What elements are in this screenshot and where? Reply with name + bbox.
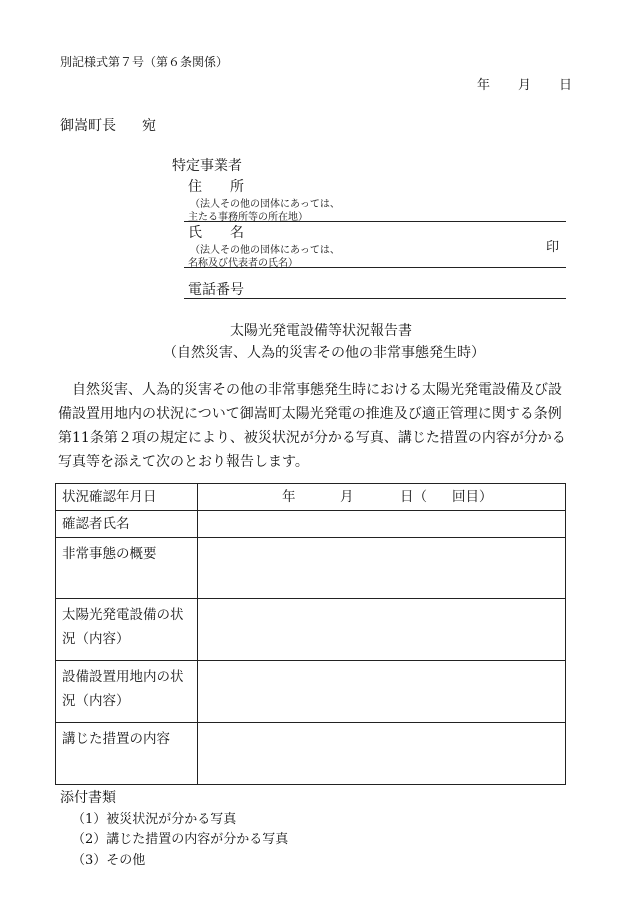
seal-mark: 印: [546, 240, 560, 255]
site-status-field[interactable]: [198, 661, 566, 723]
body-paragraph: 自然災害、人為的災害その他の非常事態発生時における太陽光発電設備及び設備設置用地内の状況について御嵩町太陽光発電の推進及び適正管理に関する条例第11条第２項の規定により、被災状況が分かる写真、講じた措置の内容が分かる写真等を添えて次のとおり報告します。: [58, 382, 566, 470]
table-row: [56, 723, 566, 785]
name-underline: [184, 267, 566, 268]
phone-underline: [184, 298, 566, 299]
address-note-1: （法人その他の団体にあっては、: [190, 199, 340, 210]
table-row: [56, 661, 566, 723]
solar-status-field[interactable]: [198, 599, 566, 661]
row-label-checker-name: 確認者氏名: [56, 511, 198, 538]
table-date-count: 回目）: [452, 489, 493, 505]
attachments-heading: 添付書類: [60, 790, 116, 806]
addressee-suffix: 宛: [142, 118, 156, 134]
name-note-1: （法人その他の団体にあっては、: [190, 245, 340, 256]
address-note-2: 主たる事務所等の所在地）: [188, 212, 308, 223]
address-label: 住 所: [188, 179, 244, 195]
name-label: 氏 名: [188, 225, 244, 241]
phone-label: 電話番号: [188, 282, 244, 298]
table-row: [56, 599, 566, 661]
table-row: [56, 538, 566, 599]
measures-field[interactable]: [198, 723, 566, 785]
attachment-item: （1）被災状況が分かる写真: [72, 812, 237, 827]
table-date-day: 日（: [400, 489, 427, 505]
table-date-month: 月: [340, 489, 354, 505]
checker-name-field[interactable]: [198, 511, 566, 538]
date-year-label: 年: [477, 78, 491, 93]
date-month-label: 月: [518, 78, 532, 93]
date-day-label: 日: [559, 78, 573, 93]
row-label-site-status: 設備設置用地内の状況（内容）: [56, 661, 198, 723]
form-number: 別記様式第７号（第６条関係）: [60, 55, 229, 69]
row-label-check-date: 状況確認年月日: [56, 484, 198, 511]
emergency-summary-field[interactable]: [198, 538, 566, 599]
table-date-year: 年: [282, 489, 296, 505]
status-table: [55, 483, 566, 785]
row-label-measures: 講じた措置の内容: [56, 723, 198, 785]
row-label-emergency-summary: 非常事態の概要: [56, 538, 198, 599]
name-note-2: 名称及び代表者の氏名）: [188, 258, 298, 269]
table-row: [56, 511, 566, 538]
applicant-heading: 特定事業者: [172, 158, 242, 174]
check-date-field[interactable]: [198, 484, 566, 511]
addressee-name: 御嵩町長: [60, 118, 116, 134]
document-subtitle: （自然災害、人為的災害その他の非常事態発生時）: [163, 345, 485, 361]
attachment-item: （2）講じた措置の内容が分かる写真: [72, 832, 289, 847]
row-label-solar-status: 太陽光発電設備の状況（内容）: [56, 599, 198, 661]
table-row: [56, 484, 566, 511]
document-title: 太陽光発電設備等状況報告書: [230, 323, 412, 339]
attachment-item: （3）その他: [72, 853, 146, 868]
